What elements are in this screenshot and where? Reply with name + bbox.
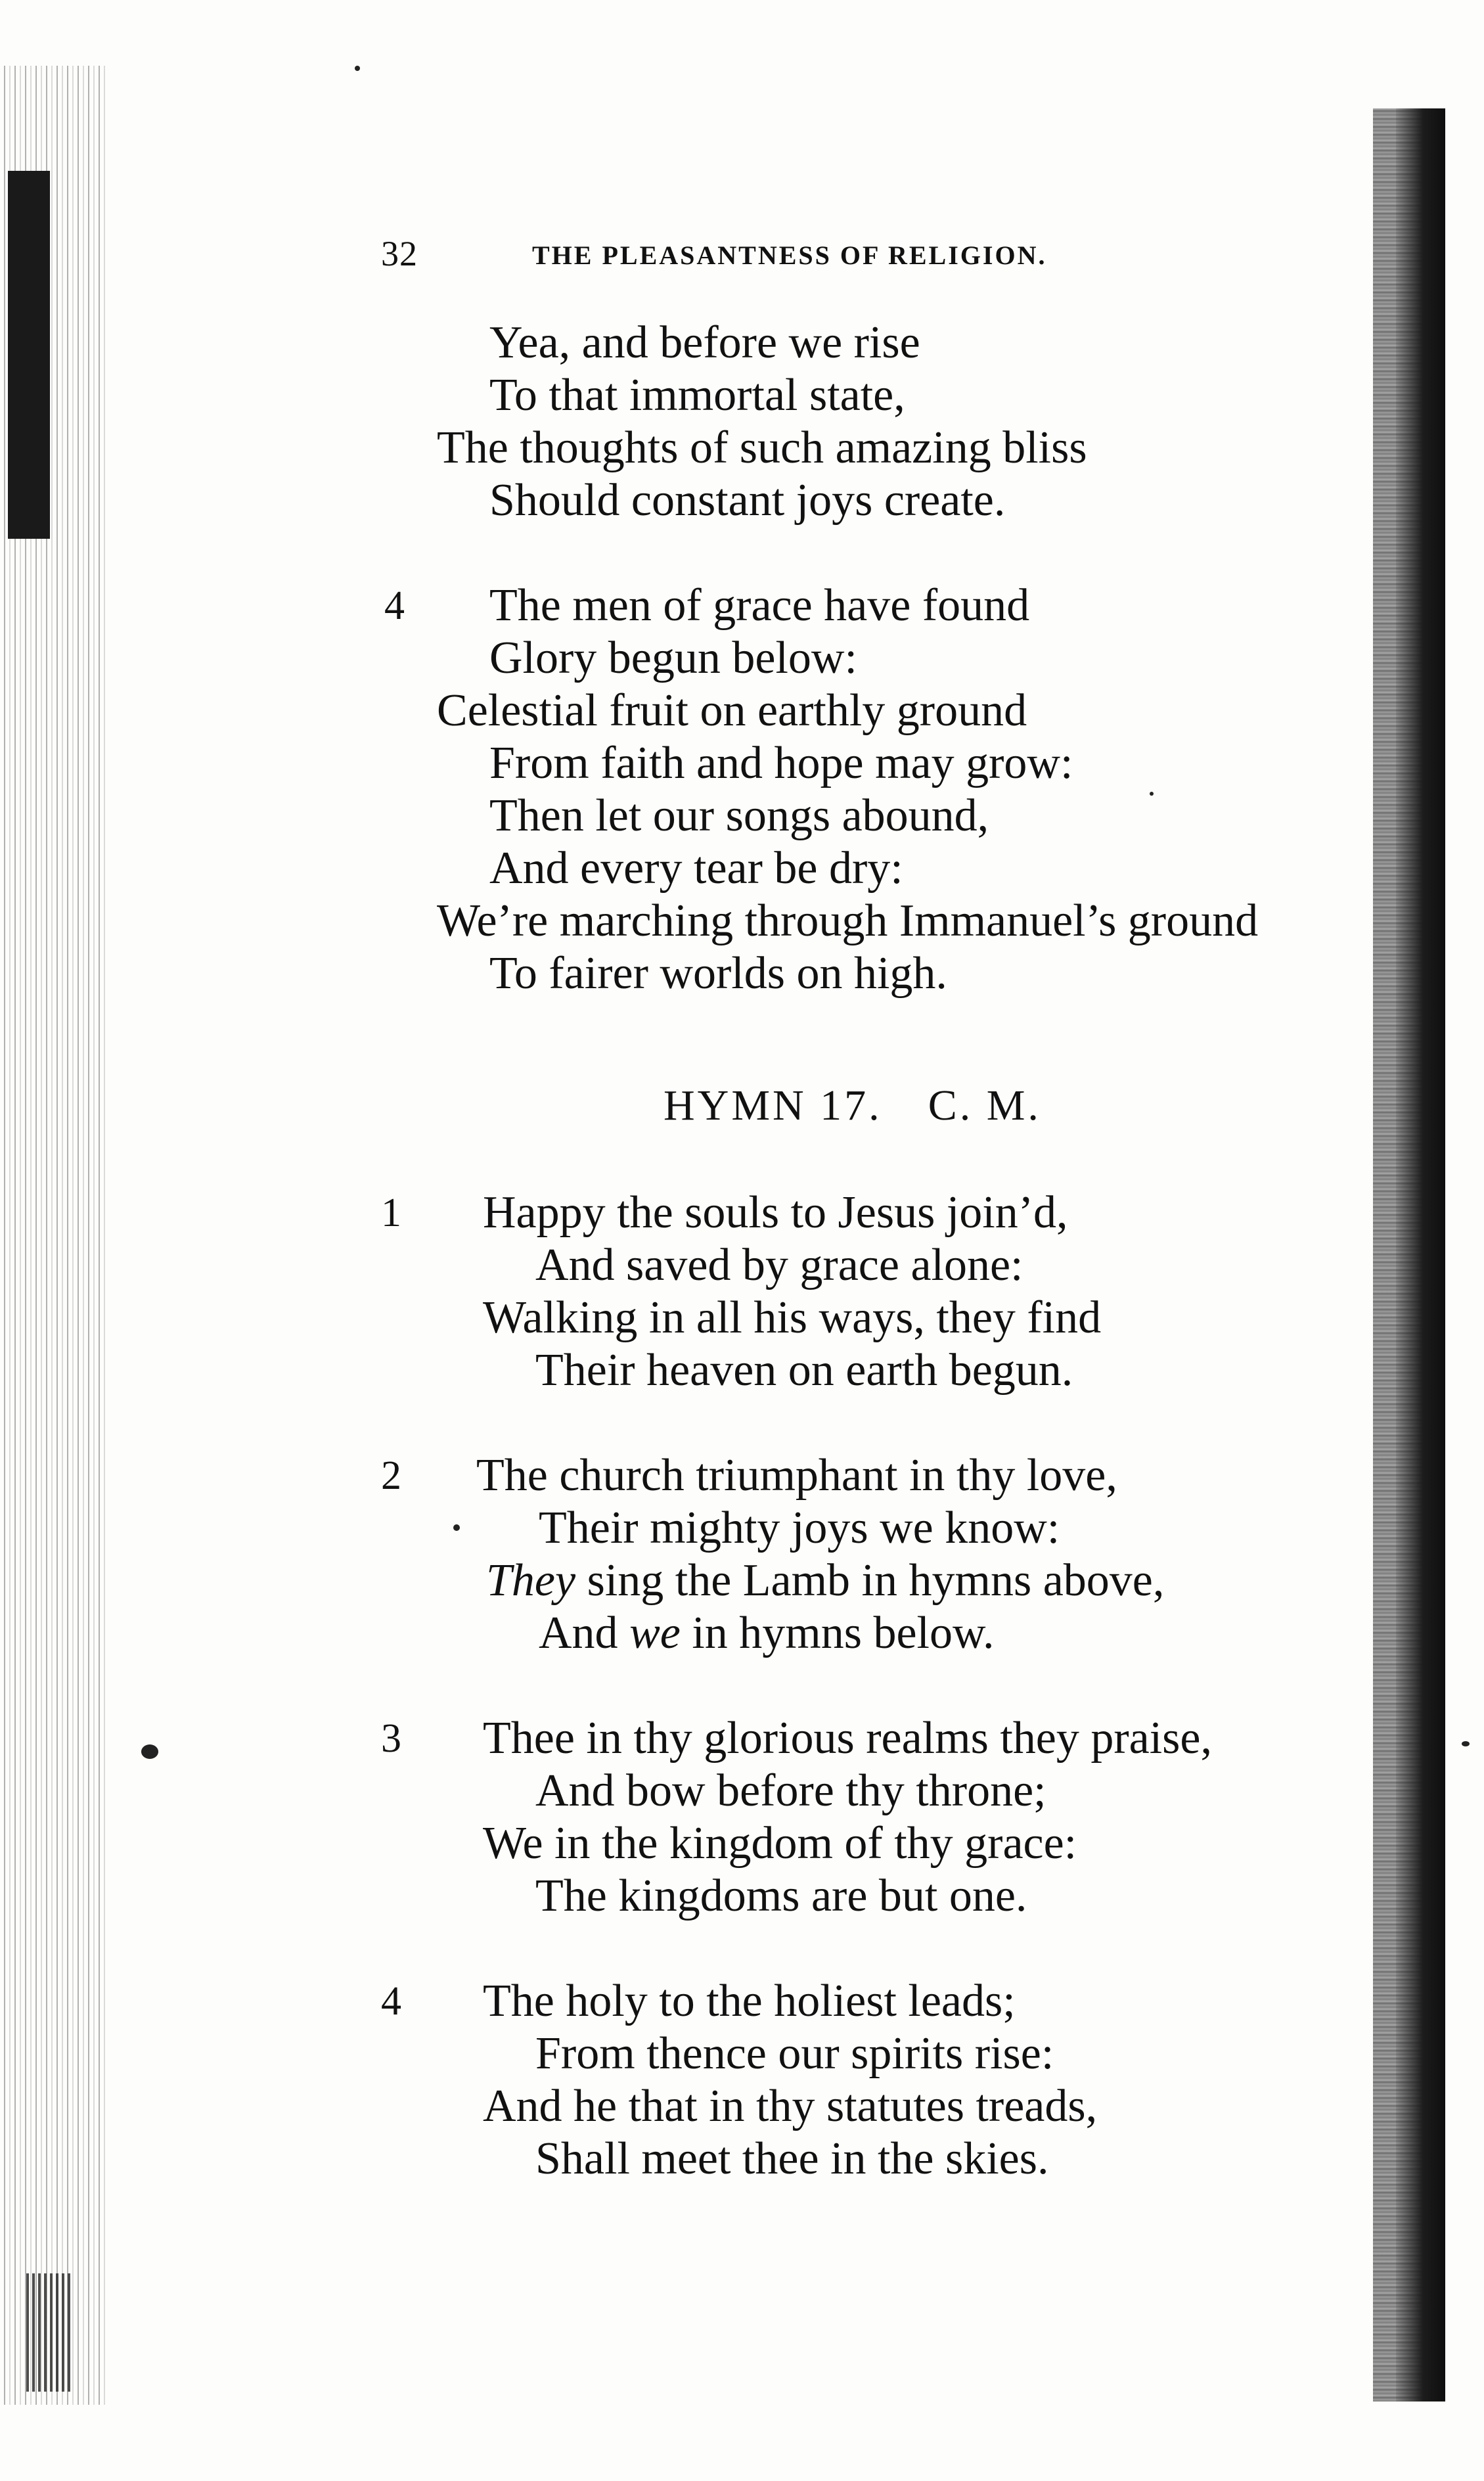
scan-speck [355,66,360,71]
verse-text: sing the Lamb in hymns above, [587,1555,1165,1606]
verse-line: Yea, and before we rise [489,317,920,368]
verse-line: The kingdoms are but one. [535,1871,1027,1921]
emphasis: They [486,1555,576,1606]
verse-line: From thence our spirits rise: [535,2028,1054,2079]
verse-line: To fairer worlds on high. [489,948,947,999]
stanza-number: 4 [384,583,405,628]
verse-line: The holy to the holiest leads; [483,1976,1016,2026]
scan-speck [453,1524,460,1531]
binding-edge-shadow [8,171,50,539]
verse-line: Happy the souls to Jesus join’d, [483,1187,1068,1238]
verse-line: Walking in all his ways, they find [483,1292,1102,1343]
verse-line: We’re marching through Immanuel’s ground [437,896,1259,946]
verse-line: And saved by grace alone: [535,1240,1023,1290]
binding-edge-shadow-bottom [26,2273,72,2392]
verse-text: And [539,1608,618,1658]
stanza-number: 1 [381,1191,401,1235]
page-edge-shadow [1396,108,1445,2401]
verse-line: Celestial fruit on earthly ground [437,685,1027,736]
stanza-number: 3 [381,1716,401,1761]
verse-line [486,1555,1164,1607]
running-header [381,233,1196,286]
verse-line: Glory begun below: [489,633,857,683]
hymn-number: HYMN 17. [663,1081,882,1129]
verse-line: And every tear be dry: [489,843,903,894]
verse-line: The men of grace have found [489,580,1030,631]
verse-line: Should constant joys create. [489,475,1006,526]
verse-line: Shall meet thee in the skies. [535,2133,1049,2184]
verse-line: We in the kingdom of thy grace: [483,1818,1077,1869]
verse-line: To that immortal state, [489,370,905,421]
scan-speck [141,1744,158,1759]
scan-speck [1150,792,1154,796]
verse-line: Thee in thy glorious realms they praise, [483,1713,1212,1764]
stanza-number: 2 [381,1453,401,1498]
verse-line: From faith and hope may grow: [489,738,1073,788]
verse-line: Their mighty joys we know: [539,1503,1060,1553]
verse-line: The church triumphant in thy love, [476,1450,1117,1501]
verse-line: And he that in thy statutes treads, [483,2081,1098,2131]
emphasis: we [629,1608,681,1658]
verse-line: Their heaven on earth begun. [535,1345,1073,1396]
scan-speck [1462,1741,1470,1746]
running-title: THE PLEASANTNESS OF RELIGION. [532,240,1047,270]
verse-text: in hymns below. [692,1608,995,1658]
verse-line: And bow before thy throne; [535,1765,1046,1816]
page-number: 32 [381,234,418,273]
verse-line [539,1607,995,1660]
verse-line: Then let our songs abound, [489,790,989,841]
verse-line: The thoughts of such amazing bliss [437,422,1087,473]
stanza-number: 4 [381,1979,401,2024]
hymn-heading [663,1081,1041,1131]
hymn-meter: C. M. [928,1081,1041,1129]
